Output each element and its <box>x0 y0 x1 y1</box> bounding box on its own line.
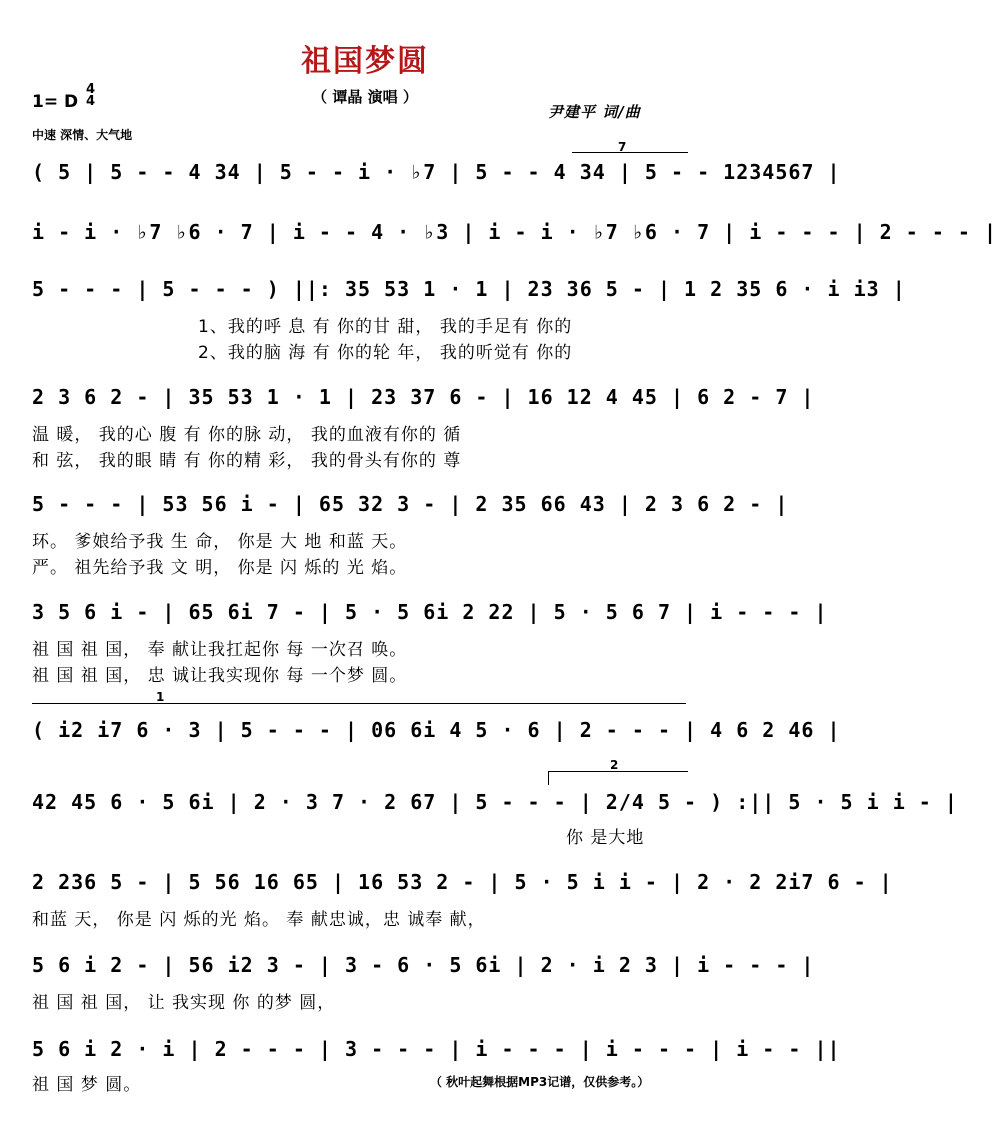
music-line-8: 42 45 6 · 5 6i | 2 · 3 7 · 2 67 | 5 - - - | 2/4 5 - ) :|| 5 · 5 i i - | <box>32 790 958 814</box>
lyric-chorus-1: 祖 国 祖 国， 奉 献让我扛起你 每 一次召 唤。 <box>32 640 408 660</box>
tuplet-number: 7 <box>618 140 627 154</box>
tuplet-bracket <box>572 152 688 153</box>
key-signature: 1= D <box>32 92 79 112</box>
music-line-1: ( 5 | 5 - - 4 34 | 5 - - i · ♭7 | 5 - - 4 34 | 5 - - 1234567 | <box>32 160 841 184</box>
lyric-coda-c: 祖 国 祖 国， 让 我实现 你 的梦 圆， <box>32 993 336 1013</box>
singer-credit: （ 谭晶 演唱 ） <box>312 88 418 106</box>
music-line-9: 2 236 5 - | 5 56 16 65 | 16 53 2 - | 5 · 5 i i - | 2 · 2 2i7 6 - | <box>32 870 893 894</box>
volta-1-number: 1 <box>156 690 165 704</box>
lyric-verse2-c: 严。 祖先给予我 文 明， 你是 闪 烁的 光 焰。 <box>32 558 408 578</box>
time-signature <box>86 84 95 108</box>
music-line-7: ( i2 i7 6 · 3 | 5 - - - | 06 6i 4 5 · 6 | 2 - - - | 4 6 2 46 | <box>32 718 841 742</box>
music-line-3: 5 - - - | 5 - - - ) ||: 35 53 1 · 1 | 23 36 5 - | 1 2 35 6 · i i3 | <box>32 277 906 301</box>
composer-credit: 尹建平 词/曲 <box>548 103 641 121</box>
music-line-10: 5 6 i 2 - | 56 i2 3 - | 3 - 6 · 5 6i | 2 · i 2 3 | i - - - | <box>32 953 815 977</box>
lyric-verse2-b: 和 弦， 我的眼 睛 有 你的精 彩， 我的骨头有你的 尊 <box>32 451 462 471</box>
music-line-11: 5 6 i 2 · i | 2 - - - | 3 - - - | i - - - | i - - - | i - - || <box>32 1037 841 1061</box>
lyric-verse2-a: 2、我的脑 海 有 你的轮 年， 我的听觉有 你的 <box>198 343 573 363</box>
meter-top: 4 <box>86 82 96 97</box>
music-line-4: 2 3 6 2 - | 35 53 1 · 1 | 23 37 6 - | 16 12 4 45 | 6 2 - 7 | <box>32 385 815 409</box>
volta-2-number: 2 <box>610 758 619 772</box>
lyric-verse1-b: 温 暖， 我的心 腹 有 你的脉 动， 我的血液有你的 循 <box>32 425 462 445</box>
lyric-coda-b: 和蓝 天， 你是 闪 烁的光 焰。 奉 献忠诚，忠 诚奉 献， <box>32 910 486 930</box>
meter-bottom: 4 <box>86 94 96 109</box>
music-line-5: 5 - - - | 53 56 i - | 65 32 3 - | 2 35 66 43 | 2 3 6 2 - | <box>32 492 789 516</box>
lyric-coda-d: 祖 国 梦 圆。 <box>32 1075 142 1095</box>
volta-2-hook <box>548 771 549 785</box>
lyric-coda-a: 你 是大地 <box>566 828 645 848</box>
music-line-6: 3 5 6 i - | 65 6i 7 - | 5 · 5 6i 2 22 | 5 · 5 6 7 | i - - - | <box>32 600 828 624</box>
song-title: 祖国梦圆 <box>301 44 429 79</box>
tempo-marking: 中速 深情、大气地 <box>32 128 133 142</box>
transcription-footnote: （ 秋叶起舞根据MP3记谱，仅供参考。） <box>430 1075 650 1089</box>
lyric-verse1-c: 环。 爹娘给予我 生 命， 你是 大 地 和蓝 天。 <box>32 532 408 552</box>
volta-1-bracket <box>32 703 686 704</box>
music-line-2: i - i · ♭7 ♭6 · 7 | i - - 4 · ♭3 | i - i · ♭7 ♭6 · 7 | i - - - | 2 - - - | <box>32 220 997 244</box>
lyric-verse1-a: 1、我的呼 息 有 你的甘 甜， 我的手足有 你的 <box>198 317 573 337</box>
lyric-chorus-2: 祖 国 祖 国， 忠 诚让我实现你 每 一个梦 圆。 <box>32 666 408 686</box>
